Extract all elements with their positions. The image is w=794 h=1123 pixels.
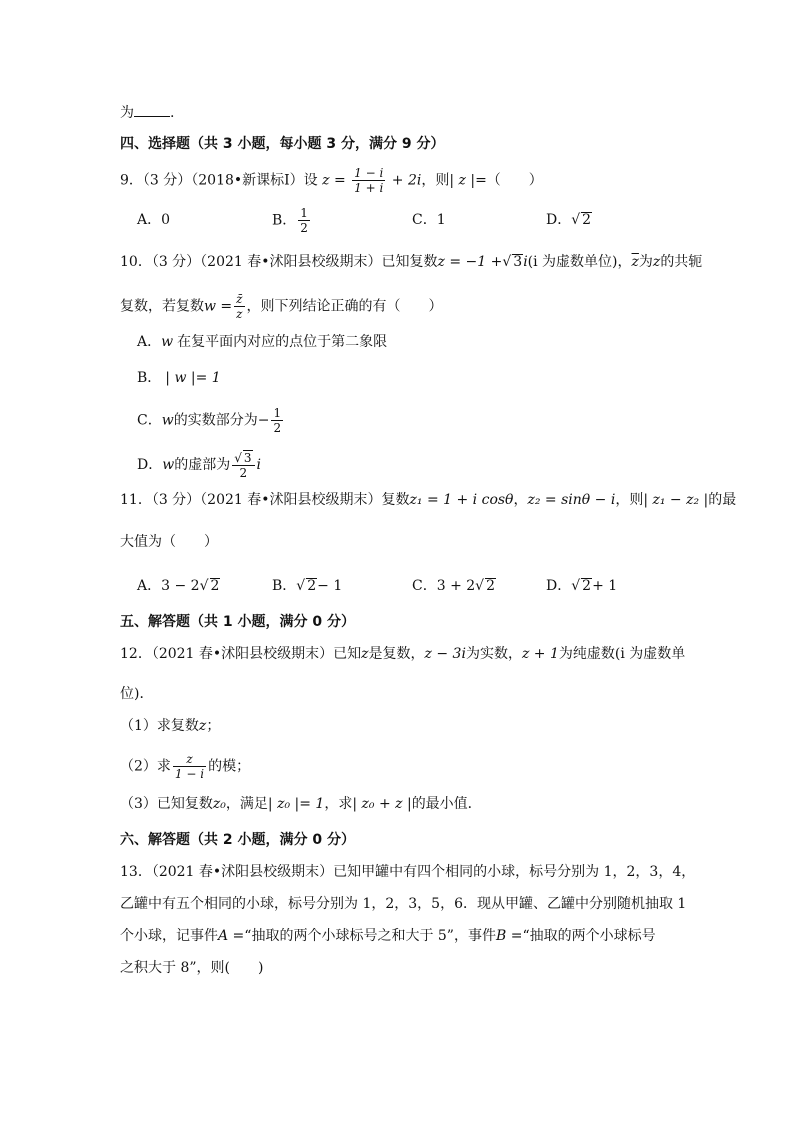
section-5-heading: 五、解答题（共 1 小题，满分 0 分） [120,614,355,630]
q9-suffix: =（ ） [475,172,543,189]
q10-option-c-w: w [161,412,174,429]
q12-t1: 是复数， [368,646,425,662]
q10-mid: 为 [638,254,653,270]
q13-event-a: A = [218,928,245,944]
q10-option-b-label: B． [137,370,162,386]
q10-option-c-frac [271,406,283,435]
q11-z1: z₁ = 1 + i cosθ [409,492,514,508]
q10-option-d-i: i [256,457,261,473]
q12-p1-prefix: （1）求复数 [120,718,199,734]
tail-text: 为 [120,105,134,121]
q12-p3-prefix: （3）已知复数 [120,796,213,812]
q10-option-d-w: w [162,457,175,473]
q10-option-c-label: C． [137,412,162,429]
q10-paren: (i 为虚数单位)， [527,254,632,270]
q10-suffix: 的共轭 [660,254,703,270]
q10-option-c-num: 1 [273,406,282,420]
q12-e1: z − 3i [424,646,466,662]
question-11-line-1 [120,490,736,510]
q10-line2-prefix: 复数，若复数 [120,298,204,315]
q12-p3-expr: | z₀ + z | [352,796,412,812]
q11-option-c-radicand: 2 [486,578,496,594]
q12-z: z [361,646,369,662]
q10-option-a [137,332,387,352]
sqrt-sign: √ [571,212,581,228]
question-13-line-4: 之积大于 8”，则( ) [120,960,264,976]
q11-comma: ， [513,492,528,508]
tail-period: . [170,105,175,121]
q12-prefix: 12．（2021 春•沭阳县校级期末）已知 [120,646,362,662]
q10-option-b-expr: | w |= 1 [165,370,221,386]
q9-option-d-label: D． [546,212,572,228]
q11-option-c [412,576,496,596]
sqrt-sign: √ [475,578,485,594]
q10-option-c-minus: − [257,412,270,429]
q12-p3-z0: z₀ [212,796,226,812]
section-4-heading: 四、选择题（共 3 小题，每小题 3 分，满分 9 分） [120,136,445,152]
q10-option-d-radicand: 3 [243,451,252,465]
q10-option-a-text: 在复平面内对应的点位于第二象限 [177,334,388,350]
q10-option-d-frac [232,450,254,480]
q12-part-3 [120,794,482,814]
question-11-line-2: 大值为（ ） [120,534,218,550]
q11-option-c-label: C． [412,578,437,594]
q11-option-b-radicand: 2 [307,578,317,594]
q11-option-d [546,576,617,596]
q10-i: i [523,254,528,270]
section-6-heading: 六、解答题（共 2 小题，满分 0 分） [120,832,355,848]
sqrt-sign: √ [234,451,242,465]
q10-option-c [137,406,285,435]
q10-option-a-label: A． [137,334,162,350]
q13-line3-suffix: “抽取的两个小球标号 [522,928,656,944]
q11-abs: | z₁ − z₂ | [643,492,709,508]
q10-option-c-text: 的实数部分为 [173,412,258,429]
q10-frac-den: z [236,307,243,321]
q11-option-a [137,576,220,596]
q10-option-d [137,450,261,480]
answer-blank [134,102,170,117]
q11-z2: z₂ = sinθ − i [527,492,616,508]
q9-prefix: 9．（3 分）（2018•新课标Ⅰ）设 [120,172,318,189]
q12-t3: 为纯虚数(i 为虚数单 [558,646,686,662]
q11-option-d-label: D． [546,578,572,594]
q11-option-b-expr: − 1 [317,578,343,594]
q12-p1-z: z [198,718,207,734]
q11-option-b [272,576,342,596]
q11-prefix: 11．（3 分）（2021 春•沭阳县校级期末）复数 [120,492,410,508]
q9-option-b-label: B． [272,212,297,229]
q12-e2: z + 1 [521,646,559,662]
sqrt-sign: √ [571,578,581,594]
q12-p2-den: 1 − i [174,767,205,781]
question-13-line-2: 乙罐中有五个相同的小球，标号分别为 1，2，3，5，6．现从甲罐、乙罐中分别随机抽取 1 [120,896,687,912]
q9-expr-left: z = [322,172,346,189]
q10-option-d-text: 的虚部为 [174,457,231,473]
q10-expr: z = −1 + [437,254,503,270]
q9-option-b [272,206,312,235]
q9-expr-right: + 2i [391,172,422,189]
q10-option-c-den: 2 [273,421,282,435]
q11-suffix: 的最 [708,492,737,508]
sqrt-sign: √ [296,578,306,594]
q10-option-d-num [232,450,254,466]
q12-p2-frac [173,752,206,781]
q9-frac-den: 1 + i [354,181,384,195]
q10-option-d-label: D． [137,457,163,473]
q9-option-c: C．1 [412,212,446,228]
q10-frac-num: z̄ [236,292,243,306]
q10-fraction [234,292,244,321]
q9-abs-z: | z | [449,172,476,189]
q9-frac-num: 1 − i [354,166,384,180]
q13-line3-prefix: 个小球，记事件 [120,928,218,944]
q12-p3-abs: | z₀ |= 1 [267,796,325,812]
question-10-line-2 [120,292,443,321]
q11-option-a-expr: 3 − 2 [161,578,200,594]
sqrt-sign: √ [502,254,512,270]
q9-option-d-radicand: 2 [582,212,592,228]
prev-question-tail [120,102,174,123]
q12-p3-suffix: 的最小值． [411,796,482,812]
q9-fraction [352,166,385,195]
q12-t2: 为实数， [465,646,522,662]
q9-option-b-frac [298,206,310,235]
q10-radicand: 3 [513,254,523,270]
q12-p2-num: z [173,752,206,767]
q11-option-c-expr: 3 + 2 [436,578,476,594]
q10-line2-suffix: ，则下列结论正确的有（ ） [246,298,443,315]
q12-p2-prefix: （2）求 [120,758,171,775]
q12-p3-mid: ，满足 [225,796,268,812]
q11-option-d-expr: + 1 [592,578,618,594]
sqrt-sign: √ [199,578,209,594]
q10-w-expr: w = [204,298,233,315]
question-10-line-1 [120,252,702,272]
question-12-line-2: 位)． [120,686,154,702]
q9-option-b-num: 1 [300,206,308,220]
question-13-line-3 [120,926,656,946]
q12-p1-suffix: ； [206,718,221,734]
q12-part-2 [120,752,250,781]
question-9 [120,166,543,195]
q11-option-a-label: A． [137,578,162,594]
question-12-line-1 [120,644,685,664]
q10-prefix: 10．（3 分）（2021 春•沭阳县校级期末）已知复数 [120,254,438,270]
q10-option-a-w: w [161,334,174,350]
q13-line3-mid: “抽取的两个小球标号之和大于 5”，事件 [244,928,496,944]
q13-event-b: B = [495,928,523,944]
q9-option-d [546,210,592,230]
q10-option-d-den: 2 [239,466,248,480]
q10-option-b [137,368,221,388]
q9-option-a: A．0 [137,212,171,228]
q9-option-b-den: 2 [300,221,308,235]
q12-p2-suffix: 的模； [208,758,251,775]
q11-option-d-radicand: 2 [582,578,592,594]
q11-option-a-radicand: 2 [210,578,220,594]
q11-option-b-label: B． [272,578,297,594]
q10-z: z [652,254,661,270]
q9-mid: ，则 [421,172,450,189]
q10-zbar: $\overline{z}$ [631,254,639,270]
question-13-line-1: 13．（2021 春•沭阳县校级期末）已知甲罐中有四个相同的小球，标号分别为 1，2，3，4， [120,864,696,880]
q12-p3-mid2: ，求 [324,796,353,812]
q12-part-1 [120,716,220,736]
q11-mid: ，则 [615,492,644,508]
